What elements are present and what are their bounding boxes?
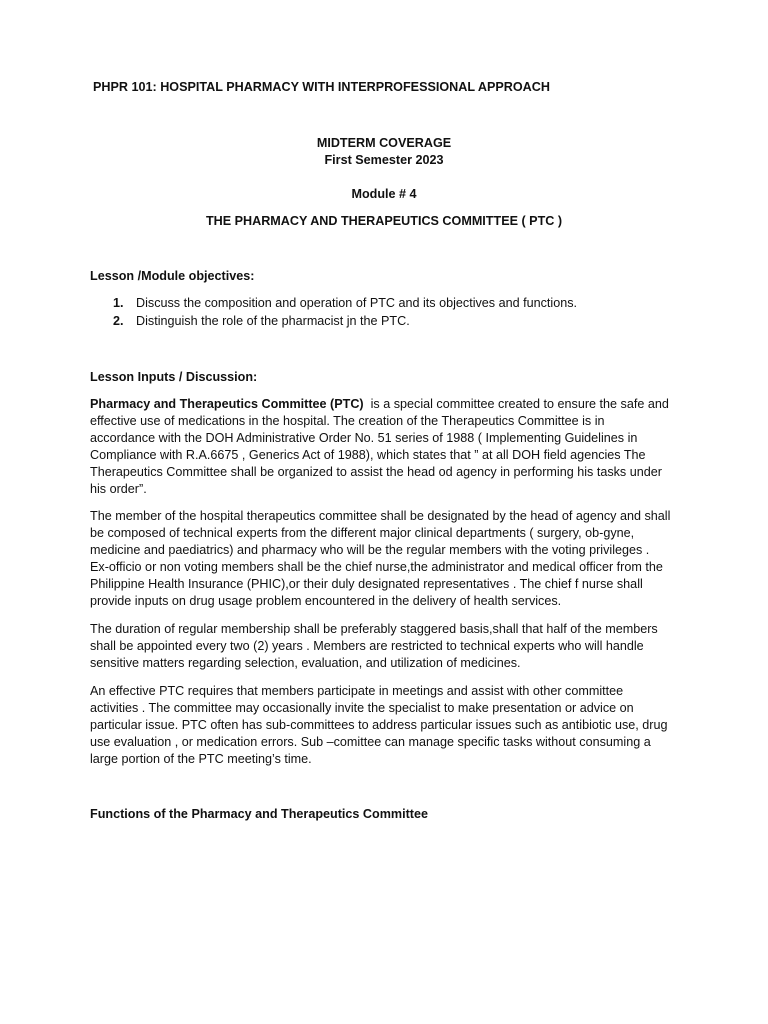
discussion-heading: Lesson Inputs / Discussion: <box>90 370 258 384</box>
paragraph-line: accordance with the DOH Administrative Order No. 51 series of 1988 ( Implementing Guidelines in <box>90 431 638 445</box>
paragraph-line: be composed of technical experts from the different major clinical departments ( surgery, ob-gyne, <box>90 526 635 540</box>
paragraph-line: provide inputs on drug usage problem encountered in the delivery of health services. <box>90 594 562 608</box>
objective-item <box>90 313 577 331</box>
semester-heading: First Semester 2023 <box>324 153 444 167</box>
objective-text: Discuss the composition and operation of PTC and its objectives and functions. <box>136 296 578 310</box>
objective-number: 2. <box>113 314 124 328</box>
paragraph-line: particular issue. PTC often has sub-committees to address particular issues such as antibiotic use, drug <box>90 718 668 732</box>
paragraph-line: sensitive matters regarding selection, evaluation, and utilization of medicines. <box>90 656 521 670</box>
objectives-heading: Lesson /Module objectives: <box>90 269 255 283</box>
paragraph-line: large portion of the PTC meeting’s time. <box>90 752 312 766</box>
functions-heading: Functions of the Pharmacy and Therapeutics Committee <box>90 807 428 821</box>
coverage-heading: MIDTERM COVERAGE <box>316 136 452 150</box>
paragraph-line: Compliance with R.A.6675 , Generics Act of 1988), which states that ” at all DOH field agencies The <box>90 448 646 462</box>
paragraph-line: shall be appointed every two (2) years . Members are restricted to technical experts who will handle <box>90 639 644 653</box>
module-title: THE PHARMACY AND THERAPEUTICS COMMITTEE ( PTC ) <box>205 214 563 228</box>
paragraph-line: effective use of medications in the hospital. The creation of the Therapeutics Committee is in <box>90 414 605 428</box>
ptc-term: Pharmacy and Therapeutics Committee (PTC) <box>90 397 364 411</box>
paragraph-line: The member of the hospital therapeutics committee shall be designated by the head of agency and shall <box>90 509 671 523</box>
paragraph-duration <box>90 621 680 672</box>
paragraph-line: An effective PTC requires that members participate in meetings and assist with other committee <box>90 684 624 698</box>
paragraph-effective-ptc <box>90 683 680 768</box>
paragraph-line: activities . The committee may occasionally invite the specialist to make presentation or advice on <box>90 701 634 715</box>
objectives-list <box>90 295 577 331</box>
paragraph-line: Philippine Health Insurance (PHIC),or their duly designated representatives . The chief f nurse shall <box>90 577 643 591</box>
paragraph-line: The duration of regular membership shall be preferably staggered basis,shall that half of the members <box>90 622 658 636</box>
paragraph-line <box>90 396 680 413</box>
paragraph-membership <box>90 508 680 610</box>
paragraph-line: medicine and paediatrics) and pharmacy who will be the regular members with the voting privileges . <box>90 543 650 557</box>
paragraph-text: is a special committee created to ensure the safe and <box>363 397 669 411</box>
paragraph-line: his order”. <box>90 482 147 496</box>
course-title: PHPR 101: HOSPITAL PHARMACY WITH INTERPROFESSIONAL APPROACH <box>93 80 550 94</box>
module-number: Module # 4 <box>351 187 417 201</box>
objective-text: Distinguish the role of the pharmacist jn the PTC. <box>136 314 410 328</box>
objective-number: 1. <box>113 296 124 310</box>
objective-item <box>90 295 577 313</box>
paragraph-line: Ex-officio or non voting members shall be the chief nurse,the administrator and medical officer from the <box>90 560 663 574</box>
paragraph-line: use evaluation , or medication errors. Sub –comittee can manage specific tasks without consuming a <box>90 735 651 749</box>
paragraph-ptc-definition <box>90 396 680 498</box>
paragraph-line: Therapeutics Committee shall be organized to assist the head od agency in performing his tasks under <box>90 465 662 479</box>
